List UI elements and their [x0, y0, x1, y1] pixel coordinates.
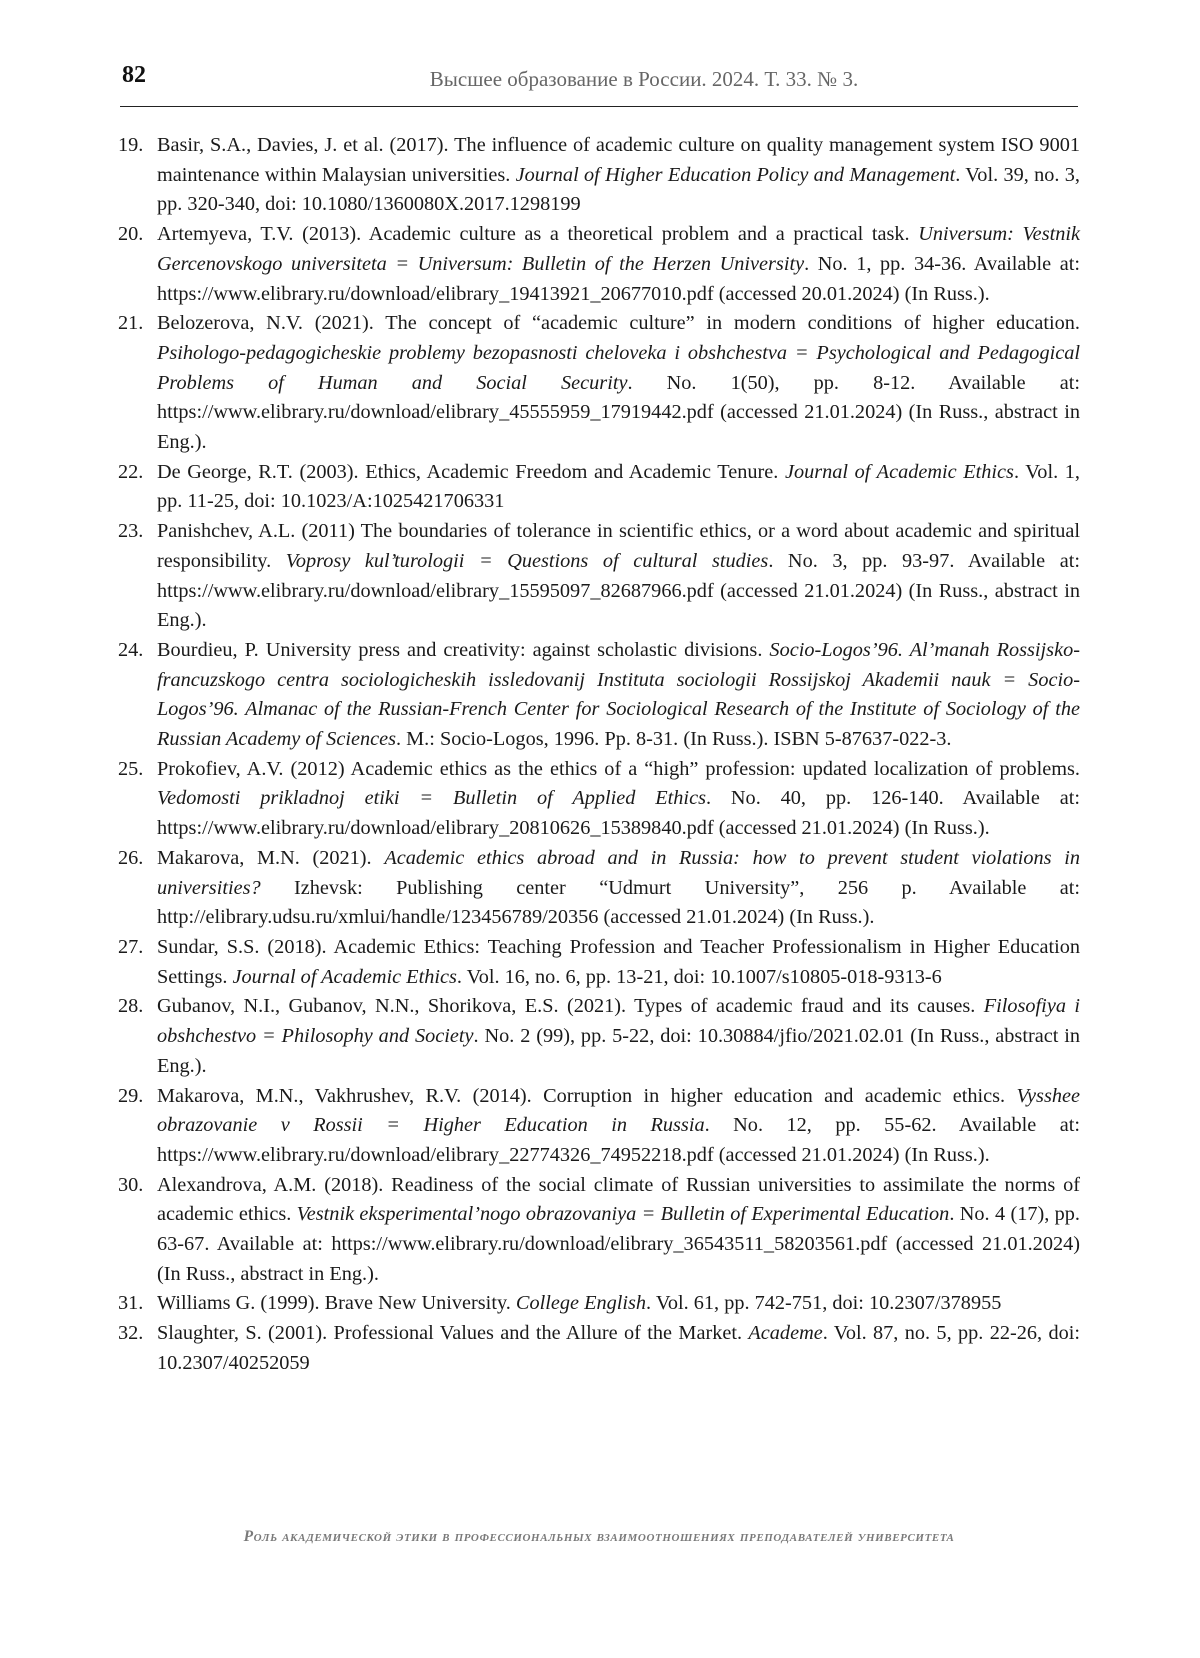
reference-item [118, 844, 1080, 933]
reference-number: 27. [118, 935, 144, 958]
reference-text: Basir, S.A., Davies, J. et al. (2017). The influence of academic culture on quality management system ISO 9001 maintenance within Malaysian universities. Journal of Higher Education Policy and Management. Vol. 39, no. 3, pp. 320-340, doi: 10.1080/1360080X.2017.1298199 [157, 134, 1080, 216]
reference-item [118, 309, 1080, 458]
reference-number: 29. [118, 1084, 144, 1107]
reference-list [118, 131, 1080, 1379]
reference-number: 25. [118, 757, 144, 780]
reference-number: 23. [118, 520, 144, 543]
reference-item [118, 755, 1080, 844]
reference-text: Williams G. (1999). Brave New University. College English. Vol. 61, pp. 742-751, doi: 10.2307/378955 [157, 1292, 1002, 1315]
reference-number: 31. [118, 1292, 144, 1315]
reference-text: Gubanov, N.I., Gubanov, N.N., Shorikova, E.S. (2021). Types of academic fraud and its causes. Filosofiya i obshchestvo = Philosophy and Society. No. 2 (99), pp. 5-22, doi: 10.30884/jfio/2021.02.01 (In Russ., abstract in Eng.). [157, 995, 1080, 1077]
running-footer: Роль академической этики в профессиональных взаимоотношениях преподавателей университета [243, 1528, 955, 1545]
reference-item [118, 458, 1080, 517]
reference-text: Belozerova, N.V. (2021). The concept of “academic culture” in modern conditions of higher education. Psihologo-pedagogicheskie problemy bezopasnosti cheloveka i obshchestva = Psychological and Pedagogical Problems of Human and Social Security. No. 1(50), pp. 8-12. Available at: https://www.elibrary.ru/download/elibrary_45555959_17919442.pdf (accessed 21.01.2024) (In Russ., abstract in Eng.). [157, 312, 1080, 454]
reference-item [118, 992, 1080, 1081]
reference-number: 20. [118, 223, 144, 246]
reference-item [118, 1171, 1080, 1290]
journal-title: Высшее образование в России. 2024. Т. 33. № 3. [429, 67, 859, 91]
reference-item [118, 1082, 1080, 1171]
reference-item [118, 131, 1080, 220]
reference-number: 32. [118, 1322, 144, 1345]
reference-number: 19. [118, 134, 144, 156]
reference-text: Panishchev, A.L. (2011) The boundaries of tolerance in scientific ethics, or a word about academic and spiritual responsibility. Voprosy kul’turologii = Questions of cultural studies. No. 3, pp. 93-97. Available at: https://www.elibrary.ru/download/elibrary_15595097_82687966.pdf (accessed 21.01.2024) (In Russ., abstract in Eng.). [157, 520, 1080, 632]
reference-text: Bourdieu, P. University press and creativity: against scholastic divisions. Socio-Logos’96. Al’manah Rossijsko-francuzskogo centra sociologicheskih issledovanij Instituta sociologii Rossijskoj Akademii nauk = Socio-Logos’96. Almanac of the Russian-French Center for Sociological Research of the Institute of Sociology of the Russian Academy of Sciences. M.: Socio-Logos, 1996. Pp. 8-31. (In Russ.). ISBN 5-87637-022-3. [157, 638, 1080, 751]
reference-number: 21. [118, 312, 144, 335]
reference-number: 22. [118, 460, 144, 483]
reference-text: Prokofiev, A.V. (2012) Academic ethics as the ethics of a “high” profession: updated localization of problems. Vedomosti prikladnoj etiki = Bulletin of Applied Ethics. No. 40, pp. 126-140. Available at: https://www.elibrary.ru/download/elibrary_20810626_15389840.pdf (accessed 21.01.2024) (In Russ.). [157, 757, 1080, 840]
reference-text: Makarova, M.N., Vakhrushev, R.V. (2014). Corruption in higher education and academic ethics. Vysshee obrazovanie v Rossii = Higher Education in Russia. No. 12, pp. 55-62. Available at: https://www.elibrary.ru/download/elibrary_22774326_74952218.pdf (accessed 21.01.2024) (In Russ.). [157, 1084, 1080, 1166]
page-number: 82 [122, 62, 146, 88]
reference-number: 28. [118, 995, 144, 1018]
reference-text: Sundar, S.S. (2018). Academic Ethics: Teaching Profession and Teacher Professionalism in Higher Education Settings. Journal of Academic Ethics. Vol. 16, no. 6, pp. 13-21, doi: 10.1007/s10805-018-9313-6 [157, 935, 1080, 988]
reference-text: De George, R.T. (2003). Ethics, Academic Freedom and Academic Tenure. Journal of Academic Ethics. Vol. 1, pp. 11-25, doi: 10.1023/A:1025421706331 [157, 460, 1080, 513]
reference-text: Alexandrova, A.M. (2018). Readiness of the social climate of Russian universities to assimilate the norms of academic ethics. Vestnik eksperimental’nogo obrazovaniya = Bulletin of Experimental Education. No. 4 (17), pp. 63-67. Available at: https://www.elibrary.ru/download/elibrary_36543511_58203561.pdf (accessed 21.01.2024) (In Russ., abstract in Eng.). [157, 1173, 1081, 1285]
reference-number: 26. [118, 846, 144, 869]
reference-item [118, 636, 1080, 755]
reference-text: Artemyeva, T.V. (2013). Academic culture as a theoretical problem and a practical task. Universum: Vestnik Gercenovskogo universiteta = Universum: Bulletin of the Herzen University. No. 1, pp. 34-36. Available at: https://www.elibrary.ru/download/elibrary_19413921_20677010.pdf (accessed 20.01.2024) (In Russ.). [157, 223, 1080, 305]
reference-item [118, 933, 1080, 992]
reference-number: 30. [118, 1173, 144, 1196]
reference-item [118, 517, 1080, 636]
reference-text: Slaughter, S. (2001). Professional Values and the Allure of the Market. Academe. Vol. 87, no. 5, pp. 22-26, doi: 10.2307/40252059 [157, 1322, 1080, 1374]
reference-number: 24. [118, 638, 144, 661]
reference-item [118, 1289, 1080, 1319]
reference-text: Makarova, M.N. (2021). Academic ethics abroad and in Russia: how to prevent student violations in universities? Izhevsk: Publishing center “Udmurt University”, 256 p. Available at: http://elibrary.udsu.ru/xmlui/handle/123456789/20356 (accessed 21.01.2024) (In Russ.). [157, 846, 1080, 929]
reference-item [118, 220, 1080, 309]
reference-item [118, 1319, 1080, 1378]
page-header [120, 58, 1078, 107]
